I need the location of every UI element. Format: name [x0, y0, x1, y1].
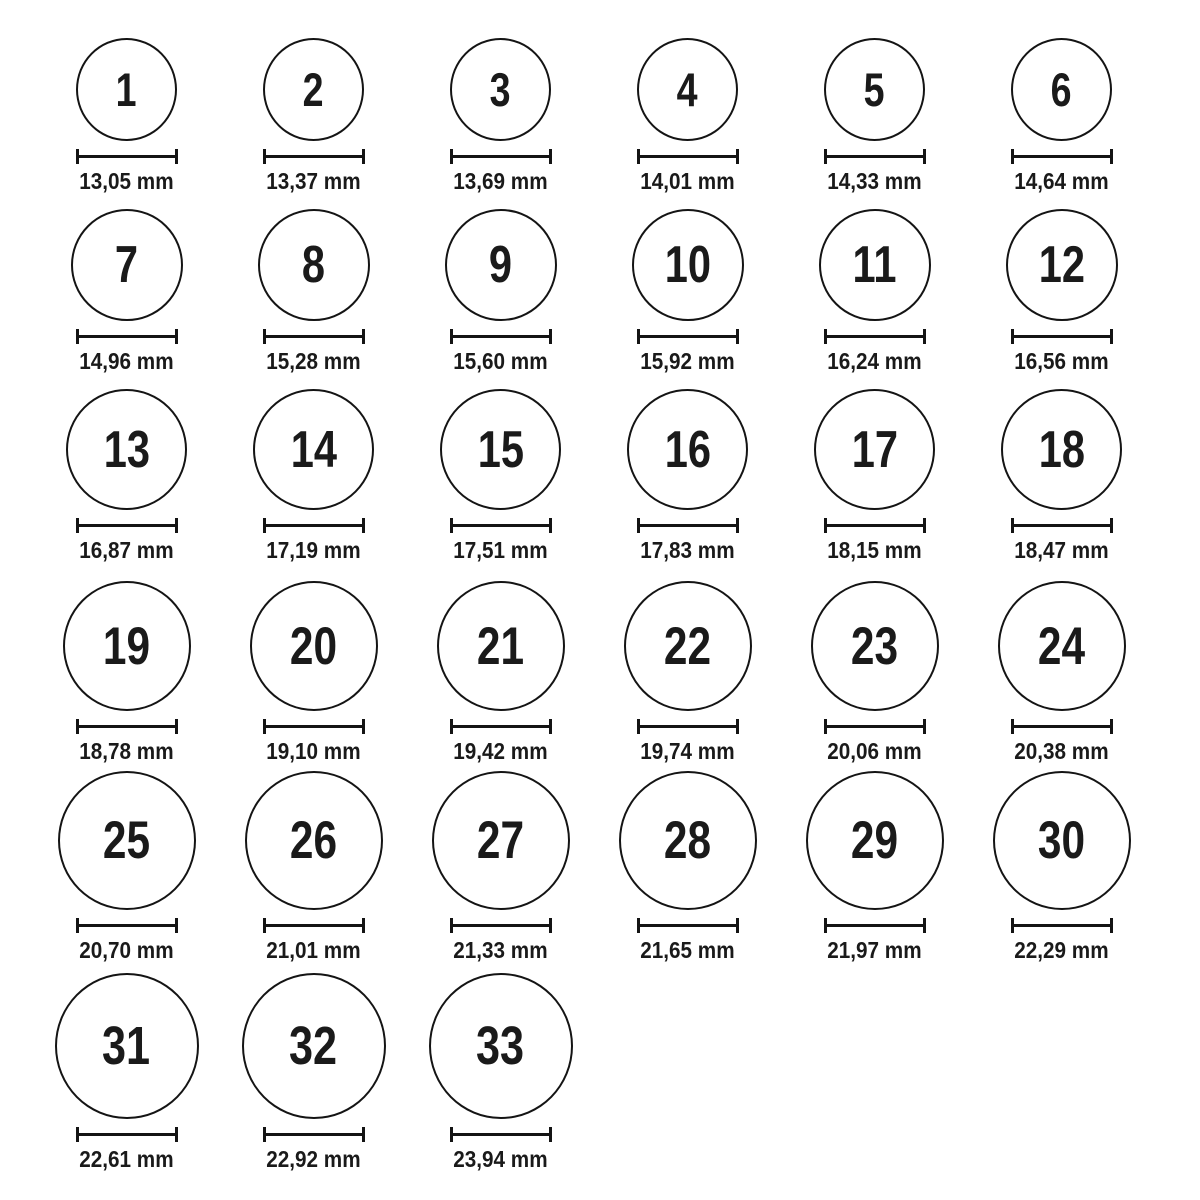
diameter-label	[635, 347, 740, 375]
diameter-measure-line	[450, 329, 552, 344]
ring-circle	[814, 389, 935, 510]
diameter-measure-line	[76, 918, 178, 933]
ring-size-number-text: 15	[477, 420, 524, 479]
diameter-measure-line	[1011, 918, 1113, 933]
measure-line-bar	[453, 725, 549, 728]
ring-cell	[594, 38, 781, 195]
ring-size-number-text: 24	[1037, 616, 1086, 676]
ring-size-number-text: 16	[664, 420, 711, 479]
diameter-measure-line	[263, 518, 365, 533]
ring-cell	[220, 771, 407, 964]
diameter-measure-line	[824, 518, 926, 533]
diameter-label-text: 15,92 mm	[640, 348, 735, 374]
diameter-label	[261, 936, 366, 964]
diameter-label	[1009, 167, 1114, 195]
diameter-label	[822, 936, 927, 964]
diameter-label	[74, 167, 179, 195]
ring-size-number-text: 32	[289, 1016, 338, 1076]
ring-size-number-text: 17	[851, 420, 898, 479]
diameter-measure-line	[76, 1127, 178, 1142]
ring-size-number-text: 1	[116, 63, 137, 116]
ring-cell	[781, 771, 968, 964]
measure-line-bar	[640, 725, 736, 728]
ring-size-number	[285, 420, 343, 479]
measure-line-bar	[827, 924, 923, 927]
ring-cell	[33, 38, 220, 195]
diameter-label	[822, 536, 927, 564]
diameter-measure-line	[450, 518, 552, 533]
ring-size-number	[98, 420, 156, 479]
ring-cell	[407, 973, 594, 1173]
diameter-measure-line	[76, 518, 178, 533]
ring-circle	[1011, 38, 1112, 141]
ring-size-number	[674, 63, 700, 116]
ring-circle	[811, 581, 939, 711]
diameter-measure-line	[637, 719, 739, 734]
diameter-label-text: 22,92 mm	[266, 1146, 361, 1172]
ring-size-number	[112, 236, 141, 294]
measure-line-bar	[1014, 335, 1110, 338]
ring-size-number-text: 13	[103, 420, 150, 479]
measure-line-bar	[453, 1133, 549, 1136]
diameter-label	[1009, 536, 1114, 564]
diameter-measure-line	[637, 329, 739, 344]
diameter-label	[74, 1145, 179, 1173]
measure-line-bar	[79, 155, 175, 158]
ring-circle	[440, 389, 561, 510]
ring-size-number	[659, 236, 717, 294]
measure-line-bar	[266, 1133, 362, 1136]
ring-size-number	[96, 1016, 156, 1076]
ring-size-number-text: 33	[476, 1016, 525, 1076]
ring-size-number	[845, 616, 904, 676]
diameter-measure-line	[637, 518, 739, 533]
ring-size-number	[284, 616, 343, 676]
diameter-measure-line	[263, 719, 365, 734]
ring-row	[33, 209, 1200, 375]
ring-size-number	[487, 63, 513, 116]
ring-row	[33, 581, 1200, 765]
diameter-label	[635, 936, 740, 964]
measure-line-bar	[79, 1133, 175, 1136]
diameter-label-text: 20,06 mm	[827, 738, 922, 764]
diameter-measure-line	[824, 719, 926, 734]
ring-circle	[450, 38, 551, 141]
diameter-label	[261, 536, 366, 564]
diameter-label	[448, 1145, 553, 1173]
diameter-label-text: 19,10 mm	[266, 738, 361, 764]
diameter-measure-line	[824, 329, 926, 344]
measure-line-bar	[640, 155, 736, 158]
ring-size-number	[471, 616, 530, 676]
ring-cell	[407, 389, 594, 564]
ring-size-number	[658, 811, 717, 870]
ring-size-number	[299, 236, 328, 294]
ring-size-number-text: 8	[301, 236, 326, 294]
diameter-measure-line	[1011, 719, 1113, 734]
ring-circle	[63, 581, 191, 711]
ring-row	[33, 38, 1200, 195]
ring-circle	[627, 389, 748, 510]
diameter-label	[448, 737, 553, 765]
diameter-measure-line	[450, 149, 552, 164]
diameter-label	[1009, 737, 1114, 765]
ring-size-number	[659, 420, 717, 479]
diameter-label	[822, 347, 927, 375]
ring-size-number	[470, 1016, 530, 1076]
diameter-measure-line	[450, 918, 552, 933]
ring-circle	[55, 973, 199, 1119]
ring-size-number	[284, 811, 343, 870]
ring-circle	[1001, 389, 1122, 510]
diameter-label-text: 16,24 mm	[827, 348, 922, 374]
ring-cell	[33, 771, 220, 964]
ring-cell	[407, 38, 594, 195]
diameter-label-text: 16,87 mm	[79, 537, 174, 563]
diameter-label	[448, 347, 553, 375]
measure-line-bar	[1014, 155, 1110, 158]
ring-size-number	[1033, 420, 1091, 479]
ring-cell	[594, 209, 781, 375]
ring-circle	[58, 771, 196, 910]
ring-circle	[263, 38, 364, 141]
ring-size-number-text: 30	[1037, 811, 1086, 870]
measure-line-bar	[266, 924, 362, 927]
ring-cell	[968, 389, 1155, 564]
ring-circle	[71, 209, 183, 321]
ring-circle	[998, 581, 1126, 711]
ring-size-number	[1048, 63, 1074, 116]
ring-circle	[632, 209, 744, 321]
ring-cell	[968, 581, 1155, 765]
ring-row	[33, 973, 1200, 1173]
diameter-measure-line	[1011, 329, 1113, 344]
diameter-label-text: 14,96 mm	[79, 348, 174, 374]
ring-circle	[76, 38, 177, 141]
ring-cell	[407, 209, 594, 375]
diameter-label	[261, 1145, 366, 1173]
ring-circle	[432, 771, 570, 910]
diameter-measure-line	[450, 1127, 552, 1142]
ring-size-number	[97, 616, 156, 676]
diameter-measure-line	[263, 1127, 365, 1142]
ring-size-number	[113, 63, 139, 116]
ring-cell	[220, 209, 407, 375]
ring-circle	[993, 771, 1131, 910]
diameter-label-text: 22,61 mm	[79, 1146, 174, 1172]
ring-size-number-text: 25	[102, 811, 151, 870]
diameter-measure-line	[824, 918, 926, 933]
measure-line-bar	[827, 725, 923, 728]
ring-cell	[407, 771, 594, 964]
ring-circle	[242, 973, 386, 1119]
diameter-label-text: 17,51 mm	[453, 537, 548, 563]
ring-cell	[968, 771, 1155, 964]
ring-size-number-text: 10	[664, 236, 711, 294]
measure-line-bar	[79, 335, 175, 338]
measure-line-bar	[453, 524, 549, 527]
ring-size-number-text: 19	[102, 616, 151, 676]
ring-cell	[220, 38, 407, 195]
ring-size-number-text: 26	[289, 811, 338, 870]
diameter-label-text: 21,65 mm	[640, 937, 735, 963]
ring-cell	[594, 389, 781, 564]
diameter-label	[1009, 347, 1114, 375]
diameter-label	[448, 936, 553, 964]
diameter-label	[448, 536, 553, 564]
ring-circle	[619, 771, 757, 910]
measure-line-bar	[640, 924, 736, 927]
measure-line-bar	[1014, 924, 1110, 927]
ring-circle	[429, 973, 573, 1119]
ring-cell	[33, 973, 220, 1173]
diameter-label-text: 18,78 mm	[79, 738, 174, 764]
ring-circle	[1006, 209, 1118, 321]
measure-line-bar	[1014, 725, 1110, 728]
ring-size-number	[1032, 616, 1091, 676]
ring-circle	[806, 771, 944, 910]
ring-size-number-text: 29	[850, 811, 899, 870]
diameter-label-text: 23,94 mm	[453, 1146, 548, 1172]
diameter-label	[635, 167, 740, 195]
ring-size-number	[300, 63, 326, 116]
diameter-measure-line	[824, 149, 926, 164]
diameter-label-text: 13,69 mm	[453, 168, 548, 194]
diameter-measure-line	[637, 918, 739, 933]
ring-circle	[66, 389, 187, 510]
ring-size-number-text: 22	[663, 616, 712, 676]
diameter-measure-line	[76, 329, 178, 344]
diameter-label-text: 18,47 mm	[1014, 537, 1109, 563]
ring-size-number-text: 11	[852, 236, 897, 294]
ring-size-number-text: 7	[114, 236, 139, 294]
measure-line-bar	[1014, 524, 1110, 527]
diameter-measure-line	[637, 149, 739, 164]
ring-size-number-text: 31	[102, 1016, 151, 1076]
ring-size-number-text: 14	[290, 420, 337, 479]
ring-size-grid	[0, 38, 1200, 1173]
ring-size-number-text: 20	[289, 616, 338, 676]
ring-size-number	[845, 811, 904, 870]
diameter-measure-line	[263, 918, 365, 933]
measure-line-bar	[827, 335, 923, 338]
diameter-label-text: 21,97 mm	[827, 937, 922, 963]
ring-cell	[33, 581, 220, 765]
ring-circle	[245, 771, 383, 910]
ring-cell	[594, 771, 781, 964]
ring-cell	[968, 38, 1155, 195]
diameter-label	[74, 536, 179, 564]
measure-line-bar	[640, 524, 736, 527]
measure-line-bar	[453, 335, 549, 338]
measure-line-bar	[266, 524, 362, 527]
ring-size-number-text: 18	[1038, 420, 1085, 479]
ring-cell	[594, 581, 781, 765]
diameter-measure-line	[76, 719, 178, 734]
measure-line-bar	[453, 924, 549, 927]
diameter-label-text: 21,33 mm	[453, 937, 548, 963]
diameter-label-text: 18,15 mm	[827, 537, 922, 563]
ring-size-number-text: 4	[677, 63, 698, 116]
measure-line-bar	[79, 725, 175, 728]
measure-line-bar	[453, 155, 549, 158]
diameter-label	[74, 737, 179, 765]
diameter-label-text: 21,01 mm	[266, 937, 361, 963]
ring-cell	[220, 389, 407, 564]
ring-size-number-text: 9	[488, 236, 513, 294]
ring-cell	[968, 209, 1155, 375]
diameter-label-text: 14,01 mm	[640, 168, 735, 194]
ring-circle	[437, 581, 565, 711]
measure-line-bar	[640, 335, 736, 338]
ring-size-number	[97, 811, 156, 870]
diameter-label	[635, 737, 740, 765]
diameter-label	[448, 167, 553, 195]
measure-line-bar	[266, 725, 362, 728]
diameter-label-text: 22,29 mm	[1014, 937, 1109, 963]
diameter-label-text: 20,70 mm	[79, 937, 174, 963]
diameter-label	[261, 167, 366, 195]
ring-row	[33, 771, 1200, 964]
diameter-measure-line	[76, 149, 178, 164]
ring-circle	[250, 581, 378, 711]
diameter-label-text: 13,05 mm	[79, 168, 174, 194]
diameter-measure-line	[1011, 518, 1113, 533]
diameter-label	[822, 167, 927, 195]
ring-cell	[781, 209, 968, 375]
ring-cell	[33, 209, 220, 375]
ring-size-number-text: 5	[864, 63, 885, 116]
diameter-label-text: 19,74 mm	[640, 738, 735, 764]
ring-circle	[253, 389, 374, 510]
ring-size-number-text: 27	[476, 811, 525, 870]
diameter-label-text: 14,64 mm	[1014, 168, 1109, 194]
diameter-measure-line	[1011, 149, 1113, 164]
ring-cell	[220, 973, 407, 1173]
diameter-label	[822, 737, 927, 765]
diameter-measure-line	[263, 149, 365, 164]
diameter-label-text: 17,83 mm	[640, 537, 735, 563]
measure-line-bar	[266, 335, 362, 338]
ring-size-number-text: 3	[490, 63, 511, 116]
diameter-label-text: 19,42 mm	[453, 738, 548, 764]
ring-cell	[781, 389, 968, 564]
measure-line-bar	[827, 524, 923, 527]
ring-size-number-text: 23	[850, 616, 899, 676]
ring-circle	[819, 209, 931, 321]
measure-line-bar	[827, 155, 923, 158]
ring-circle	[637, 38, 738, 141]
diameter-label	[1009, 936, 1114, 964]
ring-cell	[781, 581, 968, 765]
ring-size-number-text: 6	[1051, 63, 1072, 116]
diameter-label-text: 16,56 mm	[1014, 348, 1109, 374]
ring-size-number	[847, 236, 902, 294]
ring-size-number	[846, 420, 904, 479]
ring-cell	[220, 581, 407, 765]
ring-row	[33, 389, 1200, 564]
diameter-label	[261, 737, 366, 765]
ring-circle	[824, 38, 925, 141]
measure-line-bar	[79, 524, 175, 527]
diameter-label-text: 15,60 mm	[453, 348, 548, 374]
measure-line-bar	[266, 155, 362, 158]
ring-circle	[258, 209, 370, 321]
ring-size-number-text: 2	[303, 63, 324, 116]
diameter-label	[74, 936, 179, 964]
ring-circle	[445, 209, 557, 321]
ring-size-number	[471, 811, 530, 870]
diameter-label	[261, 347, 366, 375]
diameter-label-text: 13,37 mm	[266, 168, 361, 194]
measure-line-bar	[79, 924, 175, 927]
ring-size-number	[486, 236, 515, 294]
diameter-label	[635, 536, 740, 564]
ring-size-number-text: 12	[1038, 236, 1085, 294]
diameter-label-text: 20,38 mm	[1014, 738, 1109, 764]
diameter-label-text: 14,33 mm	[827, 168, 922, 194]
ring-cell	[33, 389, 220, 564]
ring-size-number	[658, 616, 717, 676]
ring-cell	[407, 581, 594, 765]
ring-size-number-text: 28	[663, 811, 712, 870]
diameter-measure-line	[263, 329, 365, 344]
ring-size-number	[1033, 236, 1091, 294]
ring-size-number	[472, 420, 530, 479]
ring-size-number	[861, 63, 887, 116]
diameter-label	[74, 347, 179, 375]
ring-size-number-text: 21	[476, 616, 525, 676]
diameter-measure-line	[450, 719, 552, 734]
ring-size-number	[1032, 811, 1091, 870]
diameter-label-text: 17,19 mm	[266, 537, 361, 563]
ring-cell	[781, 38, 968, 195]
diameter-label-text: 15,28 mm	[266, 348, 361, 374]
ring-size-number	[283, 1016, 343, 1076]
ring-circle	[624, 581, 752, 711]
